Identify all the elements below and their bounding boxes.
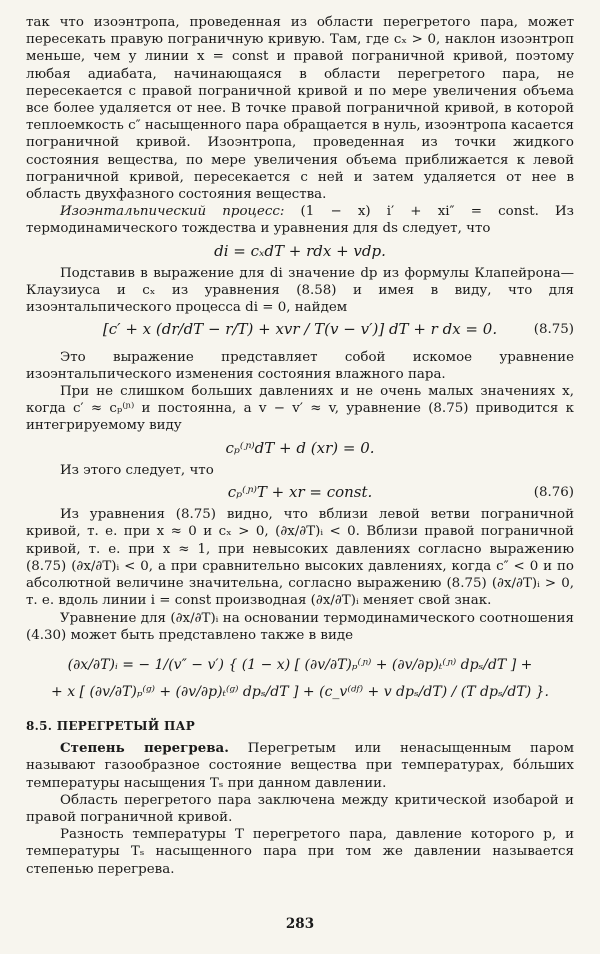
equation-8-76: cₚ⁽ᶮ⁾T + xr = const. (8.76): [227, 483, 574, 502]
paragraph-follows: Из этого следует, что: [60, 462, 214, 478]
paragraph-derivative-sign: Из уравнения (8.75) видно, что вблизи левой ветви пограничной кривой, т. е. при x ≈ 0 и cₓ > 0, (∂x/∂T)ᵢ < 0. Вблизи правой пограничной кривой, т. е. при x ≈ 1, при невысоких давлениях согласно выражению (8.75) (∂x/∂T)ᵢ < 0, а при сравнительно высоких давлениях, когда c″ < 0 и по абсолютной величине значительна, согласно выражению (8.75) (∂x/∂T)ᵢ > 0, т. е. вдоль линии i = const производная (∂x/∂T)ᵢ меняет свой знак.: [26, 507, 574, 609]
equation-big-line2: + x [ (∂v/∂T)ₚ⁽ᵍ⁾ + (∂v/∂p)ₜ⁽ᵍ⁾ dpₛ/dT ] + (c_v⁽ᵈᶠ⁾ + v dpₛ/dT) / (T dpₛ/dT) }.: [51, 683, 549, 700]
paragraph-isentrope: так что изоэнтропа, проведенная из области перегретого пара, может пересекать правую пограничную кривую. Там, где cₓ > 0, наклон изоэнтроп меньше, чем у линии x = const и правой пограничной кривой, поэтому любая адиабата, начинающаяся в области перегретого пара, не пересекается с правой пограничной кривой и по мере увеличения объема все более удаляется от нее. В точке правой пограничной кривой, в которой теплоемкость c″ насыщенного пара обращается в нуль, изоэнтропа касается пограничной кривой. Изоэнтропа, проведенная из точки жидкого состояния вещества, по мере увеличения объема приближается к левой пограничной кривой, пересекается с ней и затем удаляется от нее в область двухфазного состояния вещества.: [26, 15, 574, 203]
paragraph-superheat-region: Область перегретого пара заключена между критической изобарой и правой пограничной кривой.: [26, 792, 574, 825]
paragraph-superheat-degree: Степень перегрева. Перегретым или ненасыщенным паром называют газообразное состояние вещества при температурах, бо́льших температуры насыщения Tₛ при данном давлении.: [26, 740, 574, 791]
isenthalpic-heading: Изоэнтальпический процесс:: [60, 204, 285, 220]
equation-number-8-76: (8.76): [533, 485, 574, 501]
equation-integrable: cₚ⁽ᶮ⁾dT + d (xr) = 0.: [225, 438, 375, 457]
paragraph-relation: Уравнение для (∂x/∂T)ᵢ на основании термодинамического соотношения (4.30) может быть представлено также в виде: [26, 610, 574, 643]
paragraph-superheat-definition: Разность температуры T перегретого пара, давление которого p, и температуры Tₛ насыщенного пара при том же давлении называется степенью перегрева.: [26, 827, 574, 877]
equation-big-line1: (∂x/∂T)ᵢ = − 1/(v″ − v′) { (1 − x) [ (∂v/∂T)ₚ⁽ᶮ⁾ + (∂v/∂p)ₜ⁽ᶮ⁾ dpₛ/dT ] +: [67, 656, 533, 673]
equation-number-8-75: (8.75): [533, 322, 574, 338]
page-number: 283: [285, 916, 315, 932]
section-heading: 8.5. ПЕРЕГРЕТЫЙ ПАР: [26, 718, 196, 733]
paragraph-isenthalpic: Изоэнтальпический процесс: (1 − x) i′ + xi″ = const. Из термодинамического тождества и уравнения для ds следует, что: [26, 204, 574, 237]
superheat-degree-heading: Степень перегрева.: [60, 740, 229, 757]
paragraph-low-pressure: При не слишком больших давлениях и не очень малых значениях x, когда c′ ≈ cₚ⁽ᶮ⁾ и постоянна, а v − v′ ≈ v, уравнение (8.75) приводится к интегрируемому виду: [26, 384, 574, 434]
equation-di: di = cₓdT + rdx + vdp.: [214, 241, 386, 260]
equation-8-75: [c′ + x (dr/dT − r/T) + xvr / T(v − v′)] dT + r dx = 0. (8.75): [102, 320, 574, 339]
text-column: [26, 14, 574, 878]
paragraph-clapeyron: Подставив в выражение для di значение dp из формулы Клапейрона—Клаузиуса и cₓ из уравнения (8.58) и имея в виду, что для изоэнтальпического процесса di = 0, найдем: [26, 265, 574, 316]
paragraph-result: Это выражение представляет собой искомое уравнение изоэнтальпического изменения состояния влажного пара.: [26, 349, 574, 382]
